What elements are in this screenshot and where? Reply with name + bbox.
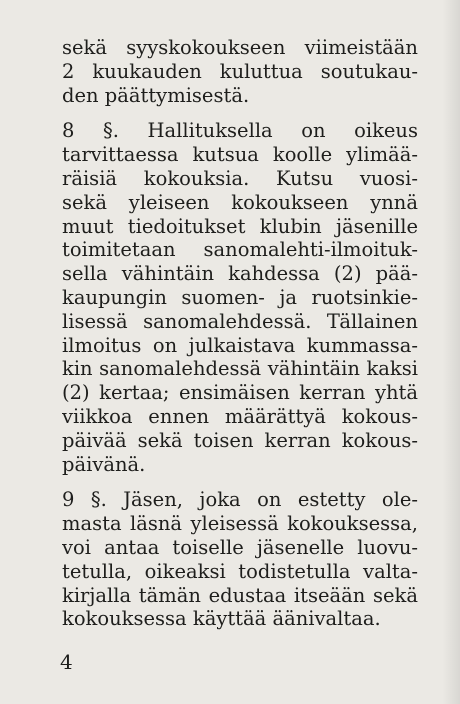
text-line: lisessä sanomalehdessä. Tällainen [62,309,418,333]
body-text [62,36,418,631]
paragraph-gap [62,476,418,488]
text-line: tetulla, oikeaksi todistetulla valta- [62,559,418,583]
paragraph-2 [62,119,418,476]
text-line: tarvittaessa kutsua koolle ylimää- [62,143,418,167]
text-line: toimitetaan sanomalehti-ilmoituk- [62,238,418,262]
text-line: ilmoitus on julkaistava kummassa- [62,333,418,357]
text-line: 9 §. Jäsen, joka on estetty ole- [62,488,418,512]
text-line: kirjalla tämän edustaa itseään sekä [62,583,418,607]
text-line: päivää sekä toisen kerran kokous- [62,428,418,452]
text-line: viikkoa ennen määrättyä kokous- [62,404,418,428]
text-line: 8 §. Hallituksella on oikeus [62,119,418,143]
text-line: (2) kertaa; ensimäisen kerran yhtä [62,381,418,405]
text-line: masta läsnä yleisessä kokouksessa, [62,512,418,536]
text-line: sekä syyskokoukseen viimeistään [62,36,418,59]
text-line: sekä yleiseen kokoukseen ynnä [62,190,418,214]
text-line: kin sanomalehdessä vähintäin kaksi [62,357,418,381]
text-line: muut tiedoitukset klubin jäsenille [62,214,418,238]
text-line: päivänä. [62,452,146,476]
text-line: 2 kuukauden kuluttua soutukau- [62,59,418,83]
text-line: kaupungin suomen- ja ruotsinkie- [62,285,418,309]
paragraph-1 [62,36,418,107]
text-line: räisiä kokouksia. Kutsu vuosi- [62,166,418,190]
paragraph-gap [62,107,418,119]
page-number: 4 [60,650,73,674]
page-edge-shadow [442,0,460,704]
text-line: voi antaa toiselle jäsenelle luovu- [62,535,418,559]
text-line: den päättymisestä. [62,83,250,107]
text-line: kokouksessa käyttää äänivaltaa. [62,607,381,631]
paragraph-3 [62,488,418,631]
text-line: sella vähintäin kahdessa (2) pää- [62,262,418,286]
